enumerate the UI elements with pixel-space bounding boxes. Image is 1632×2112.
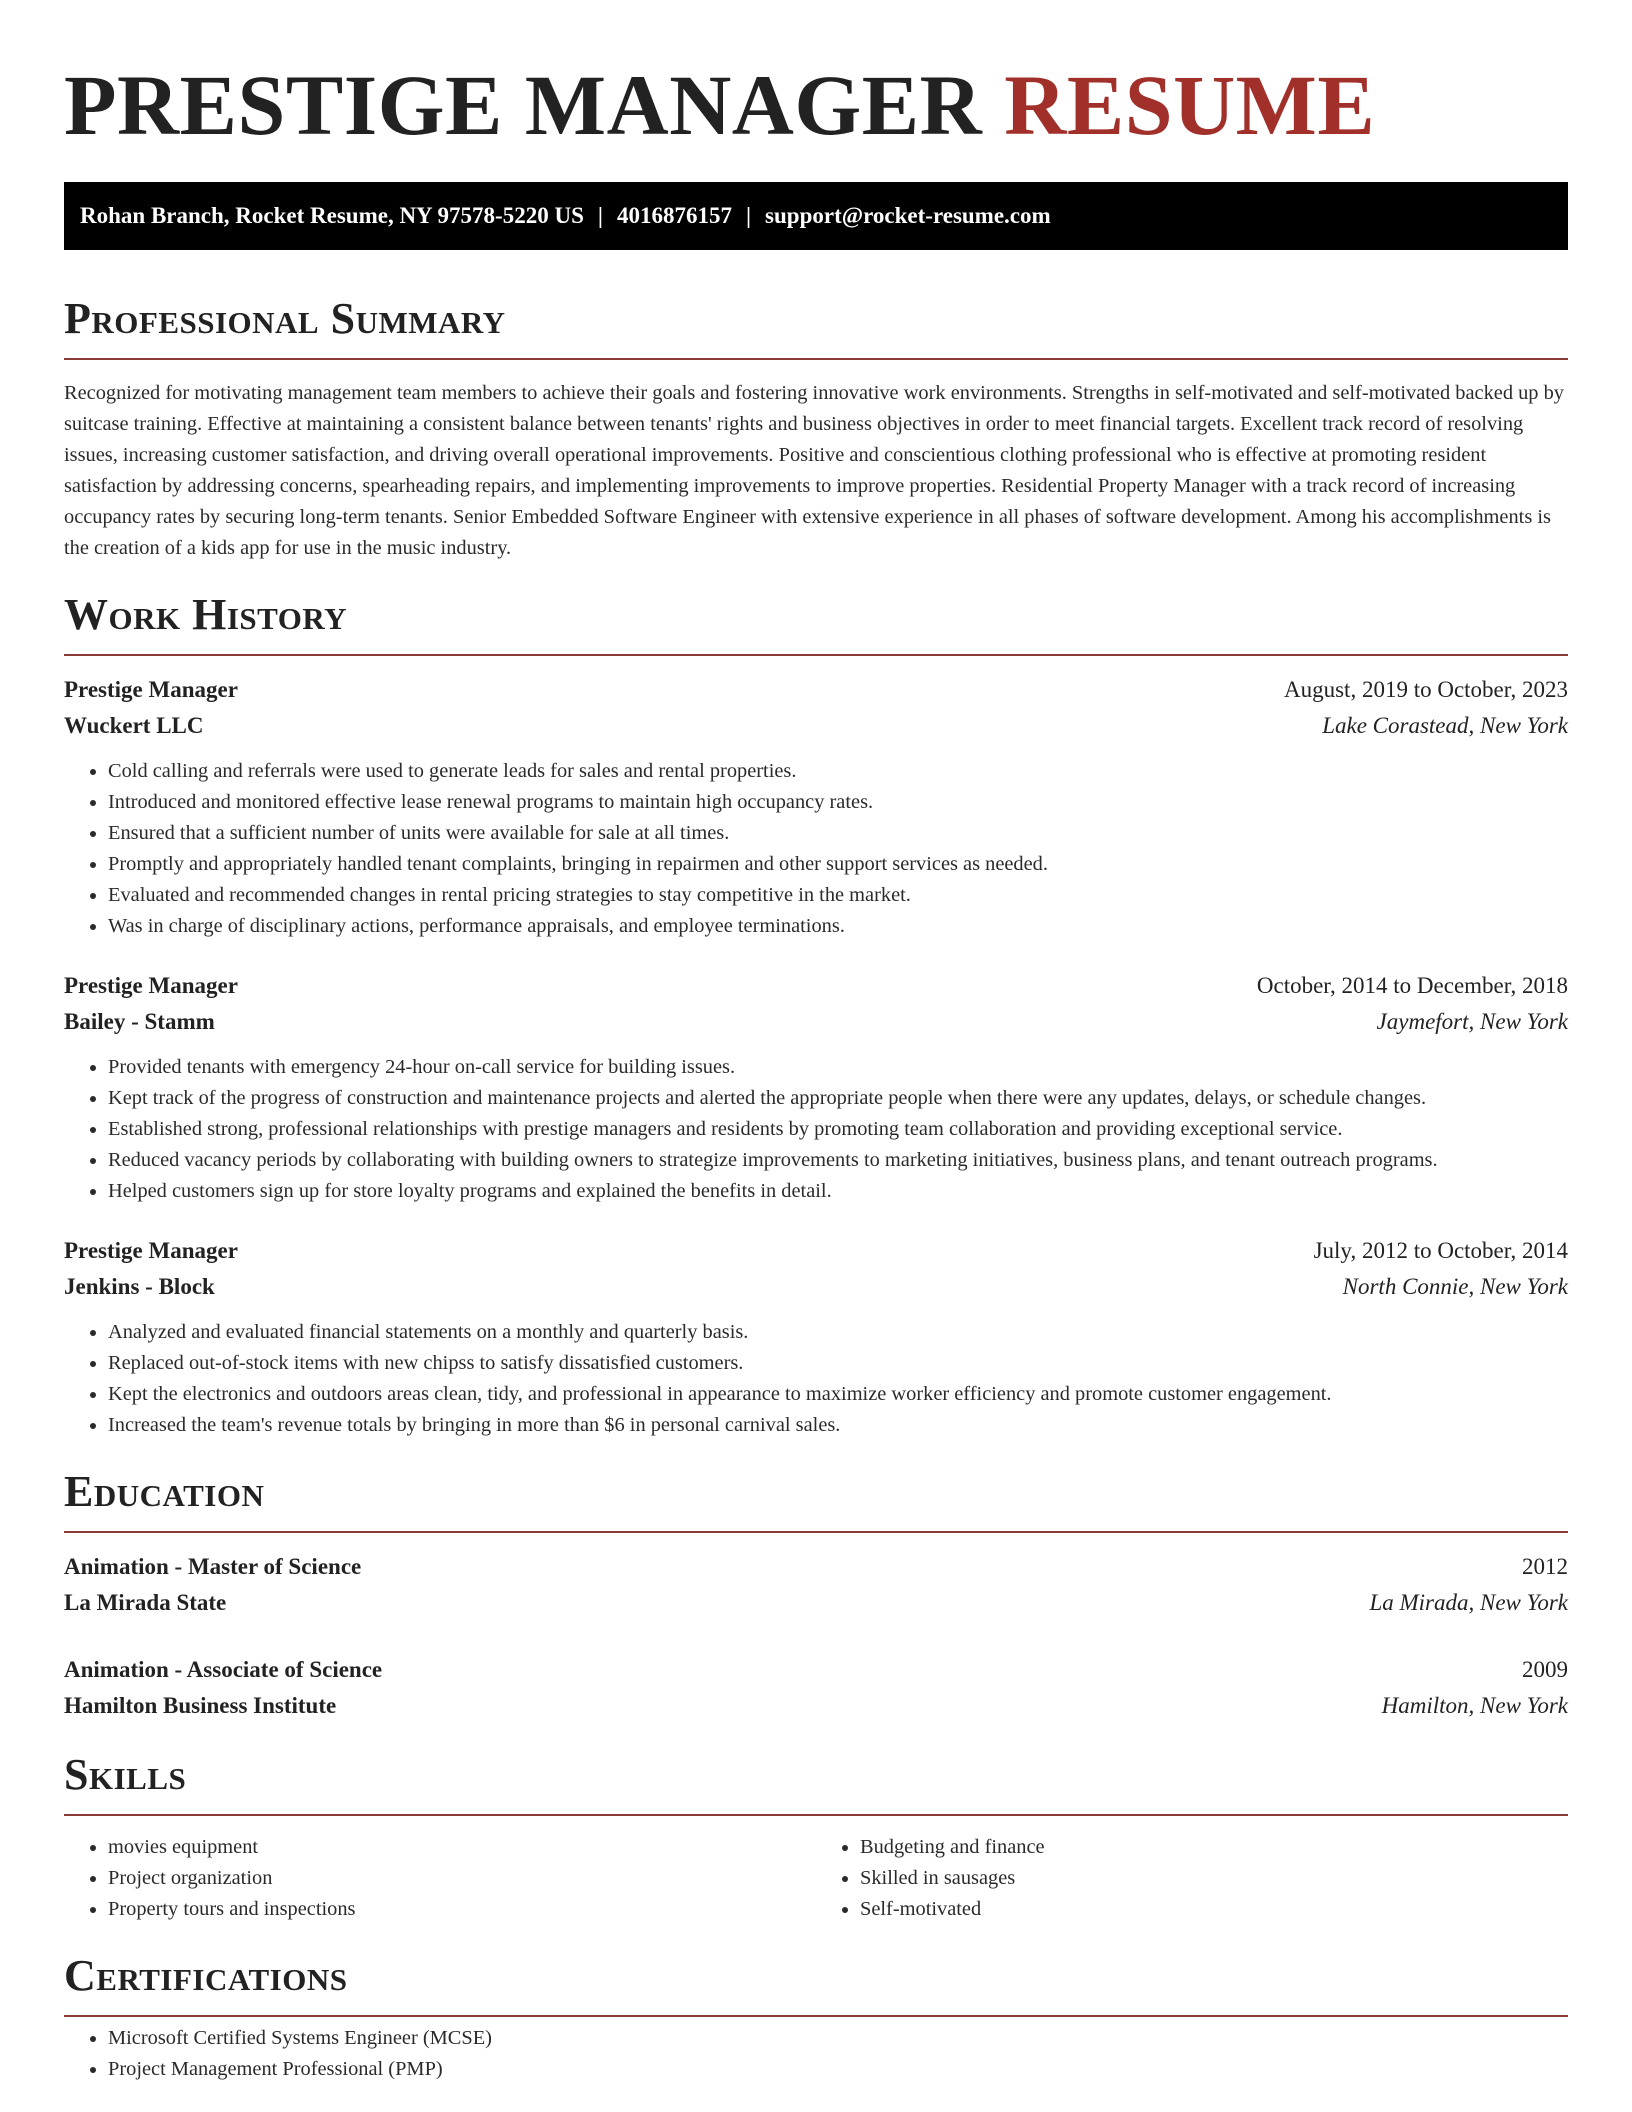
- job-dates: August, 2019 to October, 2023: [1284, 677, 1568, 702]
- education-year: 2009: [1522, 1657, 1568, 1682]
- job-header-row: [64, 968, 1568, 1004]
- job-company: Wuckert LLC: [64, 713, 204, 738]
- job-company-row: [64, 1269, 1568, 1305]
- contact-separator: |: [745, 203, 752, 228]
- section-heading-education: Education: [64, 1467, 265, 1516]
- contact-separator: |: [597, 203, 603, 228]
- job-bullet: • Established strong, professional relationships with prestige managers and residents by promoting team collaboration and providing exceptional service.: [108, 1114, 1568, 1145]
- title-main: PRESTIGE MANAGER: [64, 57, 983, 153]
- education-header-row: [64, 1652, 1568, 1688]
- certification-item: • Project Management Professional (PMP): [108, 2054, 1568, 2085]
- education-year: 2012: [1522, 1554, 1568, 1579]
- summary-section: [64, 292, 1568, 564]
- section-heading-summary: Professional Summary: [64, 294, 506, 343]
- job-entry: [64, 968, 1568, 1207]
- skills-grid: [64, 1832, 1568, 1925]
- skill-item: • movies equipment: [108, 1832, 816, 1863]
- job-bullet: • Kept track of the progress of construction and maintenance projects and alerted the appropriate people when there were any updates, delays, or schedule changes.: [108, 1083, 1568, 1114]
- contact-bar: [64, 182, 1568, 250]
- education-location: Hamilton, New York: [1381, 1693, 1568, 1718]
- job-bullet: • Analyzed and evaluated financial statements on a monthly and quarterly basis.: [108, 1317, 1568, 1348]
- job-title: Prestige Manager: [64, 1238, 238, 1263]
- section-divider: [64, 2015, 1568, 2017]
- job-bullet: • Evaluated and recommended changes in rental pricing strategies to stay competitive in the market.: [108, 880, 1568, 911]
- skill-item: • Property tours and inspections: [108, 1894, 816, 1925]
- education-section: [64, 1465, 1568, 1724]
- job-dates: July, 2012 to October, 2014: [1313, 1238, 1568, 1263]
- job-bullets: [64, 1317, 1568, 1441]
- education-school: La Mirada State: [64, 1590, 227, 1615]
- title-accent: RESUME: [1004, 57, 1376, 153]
- contact-phone[interactable]: 4016876157: [616, 203, 732, 228]
- job-entry: [64, 1233, 1568, 1441]
- education-school-row: [64, 1688, 1568, 1724]
- job-bullets: [64, 1052, 1568, 1207]
- education-degree: Animation - Master of Science: [64, 1554, 362, 1579]
- skill-item: • Project organization: [108, 1863, 816, 1894]
- job-title: Prestige Manager: [64, 973, 238, 998]
- job-bullet: • Provided tenants with emergency 24-hour on-call service for building issues.: [108, 1052, 1568, 1083]
- education-school: Hamilton Business Institute: [64, 1693, 337, 1718]
- job-location: Lake Corastead, New York: [1322, 713, 1568, 738]
- certifications-list: [64, 2023, 1568, 2085]
- certifications-section: [64, 1949, 1568, 2085]
- job-header-row: [64, 1233, 1568, 1269]
- summary-text: Recognized for motivating management team members to achieve their goals and fostering innovative work environments. Strengths in self-motivated and self-motivated backed up by suitcase training. Effective at maintaining a consistent balance between tenants' rights and business objectives in order to meet financial targets. Excellent track record of resolving issues, increasing customer satisfaction, and driving overall operational improvements. Positive and conscientious clothing professional who is effective at promoting resident satisfaction by addressing concerns, spearheading repairs, and implementing improvements to improve properties. Residential Property Manager with a track record of increasing occupancy rates by securing long-term tenants. Senior Embedded Software Engineer with extensive experience in all phases of software development. Among his accomplishments is the creation of a kids app for use in the music industry.: [64, 382, 1564, 559]
- education-school-row: [64, 1585, 1568, 1621]
- job-dates: October, 2014 to December, 2018: [1256, 973, 1568, 998]
- section-divider: [64, 1814, 1568, 1816]
- job-company-row: [64, 1004, 1568, 1040]
- job-company: Jenkins - Block: [64, 1274, 215, 1299]
- section-divider: [64, 358, 1568, 360]
- certification-item: • Microsoft Certified Systems Engineer (MCSE): [108, 2023, 1568, 2054]
- skills-list-right: [816, 1832, 1568, 1925]
- education-entry: [64, 1652, 1568, 1724]
- education-entry: [64, 1549, 1568, 1621]
- education-header-row: [64, 1549, 1568, 1585]
- resume-title: [64, 0, 1568, 152]
- section-heading-skills: Skills: [64, 1750, 187, 1799]
- job-bullet: • Helped customers sign up for store loyalty programs and explained the benefits in detail.: [108, 1176, 1568, 1207]
- job-bullet: • Was in charge of disciplinary actions, performance appraisals, and employee terminations.: [108, 911, 1568, 942]
- section-heading-certifications: Certifications: [64, 1951, 348, 2000]
- skill-item: • Skilled in sausages: [860, 1863, 1568, 1894]
- education-degree: Animation - Associate of Science: [64, 1657, 383, 1682]
- job-bullet: • Reduced vacancy periods by collaborating with building owners to strategize improvements to marketing initiatives, business plans, and tenant outreach programs.: [108, 1145, 1568, 1176]
- skill-item: • Self-motivated: [860, 1894, 1568, 1925]
- job-company: Bailey - Stamm: [64, 1009, 215, 1034]
- job-bullets: [64, 756, 1568, 942]
- skill-item: • Budgeting and finance: [860, 1832, 1568, 1863]
- job-location: Jaymefort, New York: [1376, 1009, 1568, 1034]
- skills-list-left: [64, 1832, 816, 1925]
- job-bullet: • Increased the team's revenue totals by bringing in more than $6 in personal carnival sales.: [108, 1410, 1568, 1441]
- job-bullet: • Ensured that a sufficient number of units were available for sale at all times.: [108, 818, 1568, 849]
- section-divider: [64, 1531, 1568, 1533]
- job-location: North Connie, New York: [1342, 1274, 1568, 1299]
- job-entry: [64, 672, 1568, 942]
- section-divider: [64, 654, 1568, 656]
- job-bullet: • Replaced out-of-stock items with new chipss to satisfy dissatisfied customers.: [108, 1348, 1568, 1379]
- job-company-row: [64, 708, 1568, 744]
- skills-section: [64, 1748, 1568, 1925]
- job-header-row: [64, 672, 1568, 708]
- section-heading-work-history: Work History: [64, 590, 348, 639]
- contact-email[interactable]: support@rocket-resume.com: [765, 203, 1051, 228]
- job-bullet: • Introduced and monitored effective lease renewal programs to maintain high occupancy rates.: [108, 787, 1568, 818]
- job-bullet: • Cold calling and referrals were used to generate leads for sales and rental properties.: [108, 756, 1568, 787]
- job-bullet: • Promptly and appropriately handled tenant complaints, bringing in repairmen and other support services as needed.: [108, 849, 1568, 880]
- job-title: Prestige Manager: [64, 677, 238, 702]
- education-location: La Mirada, New York: [1369, 1590, 1568, 1615]
- contact-address: Rohan Branch, Rocket Resume, NY 97578-5220 US: [80, 203, 584, 228]
- job-bullet: • Kept the electronics and outdoors areas clean, tidy, and professional in appearance to maximize worker efficiency and promote customer engagement.: [108, 1379, 1568, 1410]
- work-history-section: [64, 588, 1568, 1441]
